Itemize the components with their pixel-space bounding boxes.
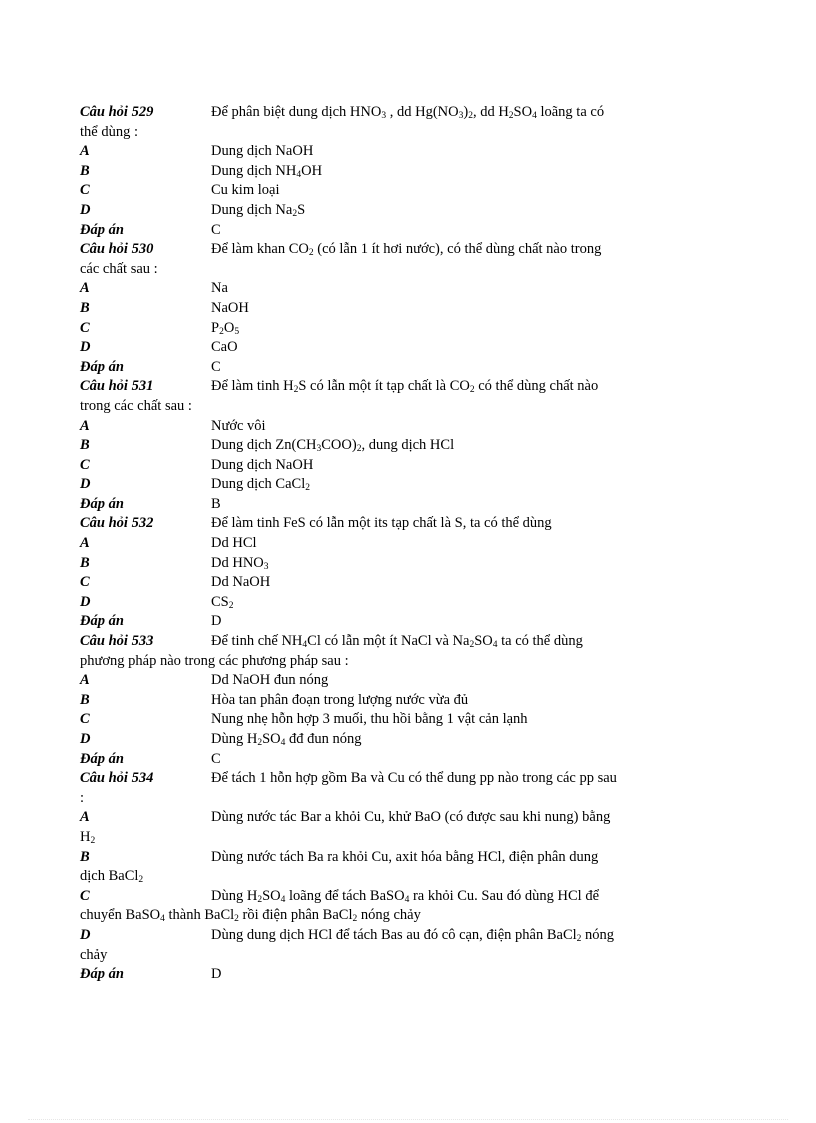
- subscript: 4: [296, 169, 302, 180]
- text-run: Dd HCl: [211, 535, 257, 552]
- subscript: 2: [228, 600, 234, 611]
- option-key: B: [80, 437, 90, 454]
- subscript: 4: [280, 894, 286, 905]
- option-text: [211, 808, 610, 828]
- question-stem-continued: [80, 123, 660, 143]
- option-key: D: [80, 476, 91, 493]
- option-text: [211, 926, 614, 946]
- question-stem-wrap: [80, 652, 349, 672]
- option-row: [80, 926, 660, 946]
- subscript: 2: [356, 444, 362, 455]
- subscript: 2: [305, 483, 310, 494]
- option-key: D: [80, 201, 91, 218]
- option-key: B: [80, 848, 90, 865]
- option-key: A: [80, 417, 90, 434]
- subscript: 2: [469, 640, 475, 651]
- subscript: 2: [234, 914, 239, 925]
- option-text-wrap: [80, 867, 143, 887]
- option-text-wrap: [80, 828, 95, 848]
- text-run: nóng chảy: [357, 907, 421, 924]
- option-key: C: [80, 887, 90, 904]
- option-row: [80, 534, 660, 554]
- text-run: Dùng H: [211, 731, 258, 747]
- option-text: [211, 475, 310, 495]
- option-text: [211, 436, 454, 456]
- option-text: [211, 417, 266, 437]
- text-run: rồi điện phân BaCl: [238, 907, 353, 924]
- page-bottom-rule: [28, 1119, 788, 1120]
- option-row-continued: [80, 946, 660, 966]
- text-run: ): [463, 104, 469, 120]
- question-number: Câu hỏi 530: [80, 241, 154, 258]
- answer-row: [80, 750, 660, 770]
- question-header: [80, 240, 660, 260]
- text-run: dịch BaCl: [80, 868, 139, 885]
- text-run: Để phân biệt dung dịch HNO: [211, 104, 382, 120]
- question-stem: [211, 377, 598, 397]
- answer-label: Đáp án: [80, 966, 124, 983]
- text-run: NaOH: [211, 299, 249, 316]
- text-run: H: [80, 828, 91, 845]
- text-run: Cu kim loại: [211, 182, 280, 199]
- option-row: [80, 554, 660, 574]
- text-run: O: [223, 319, 235, 336]
- option-row: [80, 887, 660, 907]
- text-run: Dd HNO: [211, 554, 264, 571]
- subscript: 4: [302, 640, 308, 651]
- option-row-continued: [80, 906, 660, 926]
- option-text: [211, 534, 257, 554]
- option-text: [211, 573, 270, 593]
- question-stem-continued: [80, 789, 660, 809]
- subscript: 2: [90, 835, 96, 846]
- question-stem: [211, 240, 601, 260]
- text-run: phương pháp nào trong các phương pháp sau :: [80, 652, 349, 669]
- text-run: SO: [262, 731, 281, 747]
- answer-value: C: [211, 750, 221, 767]
- question-header: [80, 514, 660, 534]
- text-run: chảy: [80, 946, 108, 963]
- question-header: [80, 632, 660, 652]
- text-run: CS: [211, 593, 229, 610]
- option-key: D: [80, 926, 91, 943]
- option-text: [211, 593, 234, 613]
- option-key: D: [80, 339, 91, 356]
- option-key: B: [80, 162, 90, 179]
- text-run: Nung nhẹ hỗn hợp 3 muối, thu hồi bằng 1 vật cản lạnh: [211, 711, 528, 728]
- text-run: nóng: [581, 926, 615, 943]
- option-row: [80, 338, 660, 358]
- option-row: [80, 691, 660, 711]
- question-stem-wrap: [80, 397, 192, 417]
- subscript: 2: [576, 933, 582, 944]
- text-run: S có lẫn một ít tạp chất là CO: [298, 378, 470, 395]
- option-key: C: [80, 182, 90, 199]
- text-run: Dùng H: [211, 887, 258, 904]
- option-text: [211, 299, 249, 319]
- text-run: Dung dịch NaOH: [211, 456, 314, 473]
- text-run: SO: [262, 887, 281, 904]
- option-text: [211, 456, 313, 476]
- option-row: [80, 456, 660, 476]
- question-stem-continued: [80, 260, 660, 280]
- question-stem: [211, 769, 617, 789]
- text-run: CaO: [211, 339, 238, 356]
- text-run: Dung dịch Na: [211, 201, 293, 218]
- option-text: [211, 554, 269, 574]
- text-run: loãng ta có: [536, 104, 605, 120]
- option-key: A: [80, 143, 90, 160]
- answer-value: B: [211, 495, 221, 512]
- question-number: Câu hỏi 532: [80, 515, 154, 532]
- option-row: [80, 808, 660, 828]
- subscript: 2: [469, 385, 475, 396]
- question-number: Câu hỏi 531: [80, 378, 154, 395]
- option-row: [80, 279, 660, 299]
- question-stem: [211, 103, 604, 123]
- option-text: [211, 319, 239, 339]
- question-stem-continued: [80, 397, 660, 417]
- subscript: 2: [257, 894, 263, 905]
- text-run: Để làm khan CO: [211, 241, 309, 258]
- answer-row: [80, 495, 660, 515]
- option-key: A: [80, 280, 90, 297]
- answer-label: Đáp án: [80, 750, 124, 767]
- text-run: đđ đun nóng: [285, 731, 362, 747]
- question-number: Câu hỏi 533: [80, 633, 154, 650]
- text-run: SO: [474, 633, 493, 650]
- option-key: A: [80, 535, 90, 552]
- subscript: 2: [352, 914, 358, 925]
- subscript: 2: [219, 326, 224, 337]
- text-run: các chất sau :: [80, 260, 158, 277]
- option-row: [80, 299, 660, 319]
- option-text: [211, 848, 598, 868]
- answer-label: Đáp án: [80, 613, 124, 630]
- option-text: [211, 887, 599, 907]
- option-key: C: [80, 574, 90, 591]
- option-text: [211, 162, 322, 182]
- text-run: Dung dịch NH: [211, 162, 297, 179]
- text-run: Dd NaOH: [211, 574, 271, 591]
- subscript: 3: [263, 561, 269, 572]
- option-row: [80, 417, 660, 437]
- option-row: [80, 730, 660, 750]
- subscript: 3: [381, 111, 387, 121]
- option-row: [80, 593, 660, 613]
- option-text: [211, 691, 468, 711]
- text-run: ta có thể dùng: [497, 633, 583, 650]
- option-text: [211, 710, 528, 730]
- option-row: [80, 142, 660, 162]
- question-stem: [211, 514, 552, 534]
- text-run: Cl có lẫn một ít NaCl và Na: [307, 633, 470, 650]
- option-key: B: [80, 691, 90, 708]
- question-header: [80, 769, 660, 789]
- option-key: D: [80, 593, 91, 610]
- text-run: COO): [321, 437, 357, 454]
- answer-row: [80, 612, 660, 632]
- text-run: trong các chất sau :: [80, 397, 192, 414]
- answer-row: [80, 358, 660, 378]
- text-run: SO: [513, 104, 533, 120]
- text-run: ra khỏi Cu. Sau đó dùng HCl để: [409, 887, 600, 904]
- text-run: Dd NaOH đun nóng: [211, 672, 329, 689]
- option-row: [80, 162, 660, 182]
- answer-value: C: [211, 358, 221, 375]
- question-number: Câu hỏi 534: [80, 770, 154, 787]
- question-number: Câu hỏi 529: [80, 104, 154, 120]
- option-text-wrap: [80, 946, 107, 966]
- text-run: , dung dịch HCl: [361, 437, 455, 454]
- subscript: 2: [508, 111, 514, 121]
- option-row: [80, 181, 660, 201]
- subscript: 4: [492, 640, 498, 651]
- text-run: Để làm tinh H: [211, 378, 294, 395]
- option-key: C: [80, 711, 90, 728]
- option-text: [211, 181, 279, 201]
- option-text: [211, 142, 313, 162]
- option-row: [80, 848, 660, 868]
- text-run: Na: [211, 280, 228, 297]
- text-run: Hòa tan phân đoạn trong lượng nước vừa đủ: [211, 691, 469, 708]
- text-run: Dùng dung dịch HCl để tách Bas au đó cô cạn, điện phân BaCl: [211, 926, 577, 943]
- question-stem-wrap: [80, 123, 138, 143]
- text-run: :: [80, 789, 85, 806]
- subscript: 2: [308, 248, 314, 259]
- option-row-continued: [80, 828, 660, 848]
- option-row: [80, 710, 660, 730]
- subscript: 2: [257, 738, 263, 748]
- text-run: Để tách 1 hỗn hợp gồm Ba và Cu có thể dung pp nào trong các pp sau: [211, 770, 617, 787]
- question-list: [80, 103, 660, 985]
- text-run: Dùng nước tách Ba ra khỏi Cu, axit hóa bằng HCl, điện phân dung: [211, 848, 599, 865]
- text-run: loãng để tách BaSO: [285, 887, 405, 904]
- option-key: A: [80, 809, 90, 826]
- option-text: [211, 730, 362, 750]
- subscript: 3: [316, 444, 322, 455]
- option-text: [211, 201, 305, 221]
- text-run: có thể dùng chất nào: [474, 378, 599, 395]
- answer-value: C: [211, 221, 221, 238]
- option-text-wrap: [80, 906, 421, 926]
- question-stem-wrap: [80, 260, 158, 280]
- text-run: Để tinh chế NH: [211, 633, 303, 650]
- subscript: 4: [280, 738, 286, 748]
- text-run: Dung dịch NaOH: [211, 143, 314, 160]
- answer-row: [80, 965, 660, 985]
- option-row: [80, 201, 660, 221]
- answer-row: [80, 221, 660, 241]
- option-row: [80, 319, 660, 339]
- answer-value: D: [211, 966, 222, 983]
- answer-label: Đáp án: [80, 221, 124, 238]
- option-text: [211, 671, 328, 691]
- answer-label: Đáp án: [80, 358, 124, 375]
- text-run: thành BaCl: [164, 907, 235, 924]
- question-stem-continued: [80, 652, 660, 672]
- option-key: C: [80, 319, 90, 336]
- option-key: C: [80, 456, 90, 473]
- subscript: 2: [138, 875, 144, 886]
- text-run: P: [211, 319, 220, 336]
- text-run: Dùng nước tác Bar a khỏi Cu, khử BaO (có được sau khi nung) bằng: [211, 809, 611, 826]
- subscript: 2: [468, 111, 473, 121]
- subscript: 4: [160, 914, 165, 925]
- option-key: B: [80, 299, 90, 316]
- text-run: Nước vôi: [211, 417, 266, 434]
- question-stem: [211, 632, 583, 652]
- answer-value: D: [211, 613, 222, 630]
- text-run: chuyển BaSO: [80, 907, 161, 924]
- text-run: Dung dịch CaCl: [211, 476, 306, 493]
- question-header: [80, 103, 660, 123]
- subscript: 3: [458, 111, 464, 121]
- subscript: 5: [234, 326, 240, 337]
- text-run: OH: [301, 162, 323, 179]
- option-row: [80, 573, 660, 593]
- option-key: D: [80, 731, 91, 747]
- text-run: (có lẫn 1 ít hơi nước), có thể dùng chất nào trong: [313, 241, 602, 258]
- option-key: A: [80, 672, 90, 689]
- text-run: thể dùng :: [80, 123, 138, 140]
- option-text: [211, 338, 238, 358]
- question-header: [80, 377, 660, 397]
- option-key: B: [80, 554, 90, 571]
- option-row: [80, 475, 660, 495]
- subscript: 4: [404, 894, 410, 905]
- text-run: , dd Hg(NO: [386, 104, 459, 120]
- option-row: [80, 436, 660, 456]
- subscript: 2: [293, 385, 299, 396]
- option-text: [211, 279, 228, 299]
- text-run: , dd H: [472, 104, 509, 120]
- question-stem-wrap: [80, 789, 84, 809]
- subscript: 2: [292, 208, 298, 219]
- text-run: S: [297, 201, 306, 218]
- text-run: Để làm tinh FeS có lẫn một its tạp chất là S, ta có thể dùng: [211, 515, 552, 532]
- text-run: Dung dịch Zn(CH: [211, 437, 317, 454]
- answer-label: Đáp án: [80, 495, 124, 512]
- option-row: [80, 671, 660, 691]
- option-row-continued: [80, 867, 660, 887]
- subscript: 4: [532, 111, 537, 121]
